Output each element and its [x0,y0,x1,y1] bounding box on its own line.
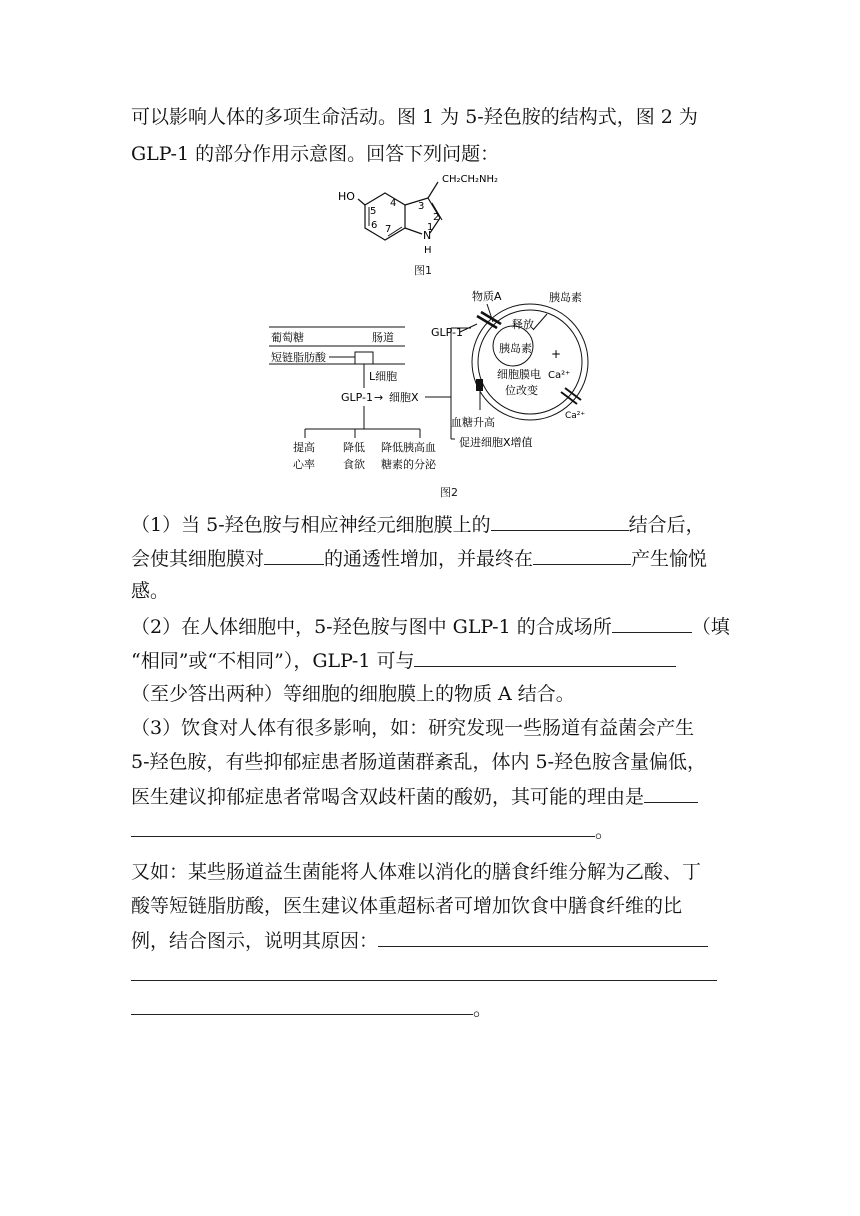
intro-line-1: 可以影响人体的多项生命活动。图 1 为 5-羟色胺的结构式，图 2 为 [131,106,698,128]
q1-line-1 [131,510,705,539]
q1-blank-3[interactable] [533,544,631,565]
ring-num-7: 7 [385,224,392,235]
plus-sign: + [551,347,562,361]
effect-2a: 降低 [343,441,365,454]
l-cell-box [355,352,373,364]
effect-2b: 食欲 [343,458,365,471]
scfa-label: 短链脂肪酸 [271,351,326,364]
ring-num-2: 2 [433,212,440,223]
ring-num-6: 6 [371,220,378,231]
q3b-line-1: 又如：某些肠道益生菌能将人体难以消化的膳食纤维分解为乙酸、丁 [131,861,702,883]
ring-num-3: 3 [418,201,425,212]
cell-x-label: 细胞X [389,391,419,404]
intestine-label: 肠道 [372,331,394,344]
h-label: H [424,245,432,256]
channel-block [476,379,483,391]
q1-blank-2[interactable] [264,544,324,565]
q3-line-2: 5-羟色胺，有些抑郁症患者肠道菌群紊乱，体内 5-羟色胺含量偏低， [131,751,707,773]
substance-a-label: 物质A [472,290,502,303]
q2-text-1a: （2）在人体细胞中，5-羟色胺与图中 GLP-1 的合成场所 [131,616,612,638]
q1-text-2b: 的通透性增加，并最终在 [324,548,534,570]
q1-text-2c: 产生愉悦 [631,548,708,570]
q3b-line-5 [131,994,492,1023]
insulin-inner-label: 胰岛素 [499,342,532,355]
q3-line-1: （3）饮食对人体有很多影响，如：研究发现一些肠道有益菌会产生 [131,717,695,739]
effect-3b: 糖素的分泌 [381,458,436,471]
q3b-line-3 [131,926,708,955]
q3b-blank-3[interactable] [131,994,473,1015]
insulin-top-label: 胰岛素 [549,291,582,304]
effect-1a: 提高 [293,441,315,454]
glp1-label: GLP-1 [341,391,374,404]
q3b-blank-2[interactable] [131,960,717,981]
q3-blank-1[interactable] [644,782,698,803]
glucose-label: 葡萄糖 [271,331,304,344]
figure-1-caption: 图1 [414,264,432,277]
q3-blank-2[interactable] [131,816,595,837]
q1-text-1a: （1）当 5-羟色胺与相应神经元细胞膜上的 [131,514,491,536]
l-cell-label: L细胞 [369,370,398,383]
ho-label: HO [338,190,355,203]
q3-line-3 [131,782,698,811]
effect-1b: 心率 [293,458,315,471]
promote-label: 促进细胞X增值 [459,436,533,449]
figure-2-caption: 图2 [440,486,458,499]
release-label: 释放 [512,318,534,331]
q1-line-3: 感。 [131,580,170,602]
membrane-label-1: 细胞膜电 [497,368,541,381]
q3-line-4 [131,816,614,845]
q3b-text-3: 例，结合图示，说明其原因： [131,930,379,952]
q3b-period: 。 [473,998,493,1020]
effect-3a: 降低胰高血 [381,441,436,454]
q2-line-2 [131,646,676,675]
q1-text-1b: 结合后， [628,514,705,536]
q3-period-1: 。 [595,820,615,842]
q2-blank-1[interactable] [612,612,692,633]
ring-num-5: 5 [370,206,377,217]
ca-inner-label: Ca²⁺ [548,370,571,381]
q1-line-2 [131,544,707,573]
q1-text-2a: 会使其细胞膜对 [131,548,265,570]
q3b-line-2: 酸等短链脂肪酸，医生建议体重超标者可增加饮食中膳食纤维的比 [131,895,683,917]
blood-sugar-label: 血糖升高 [451,416,495,429]
q2-line-1 [131,612,730,641]
q3b-blank-1[interactable] [378,926,708,947]
q3b-line-4 [131,960,717,989]
membrane-label-2: 位改变 [505,384,538,397]
q2-text-2a: “相同”或“不相同”），GLP-1 可与 [131,650,415,672]
q2-blank-2[interactable] [414,646,676,667]
side-chain-label: CH₂CH₂NH₂ [442,174,499,185]
glp1-right-label: GLP-1 [431,326,464,339]
ca-outer-label: Ca²⁺ [565,411,586,421]
glp1-arrow: → [374,391,384,404]
figure-2-diagram [265,284,605,484]
q3-text-3: 医生建议抑郁症患者常喝含双歧杆菌的酸奶，其可能的理由是 [131,786,645,808]
n-label: N [423,229,432,242]
intro-line-2: GLP-1 的部分作用示意图。回答下列问题： [131,143,500,165]
ring-num-4: 4 [390,198,397,209]
q1-blank-1[interactable] [491,510,629,531]
ring-num-1: 1 [427,222,434,233]
q2-text-1b: （填 [691,616,730,638]
q2-line-3: （至少答出两种）等细胞的细胞膜上的物质 A 结合。 [131,683,575,705]
